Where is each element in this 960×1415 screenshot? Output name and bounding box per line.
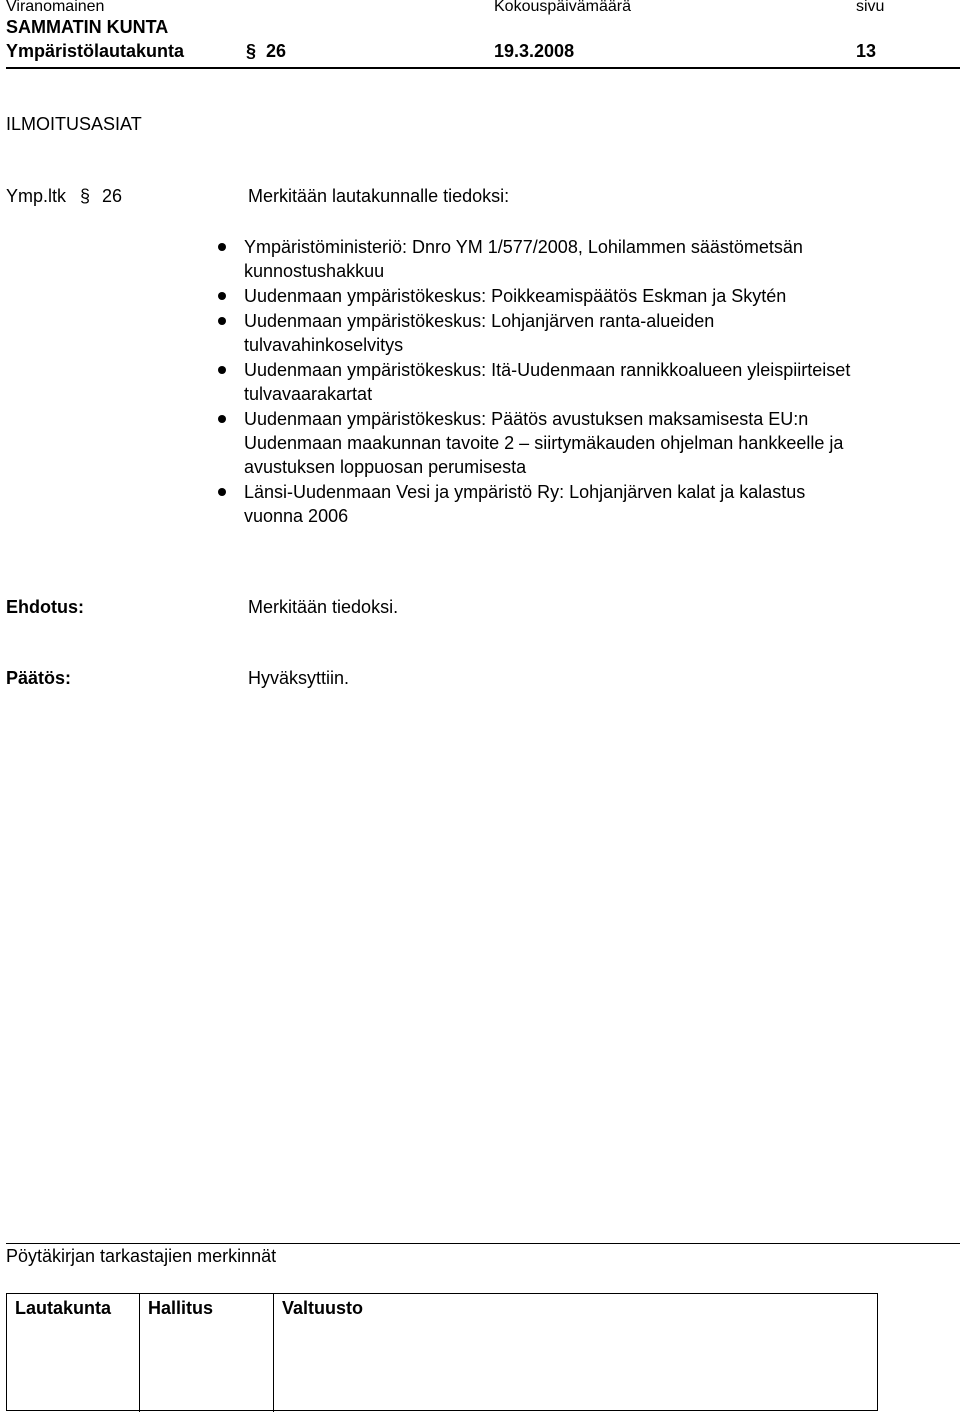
section-title: ILMOITUSASIAT: [6, 114, 142, 134]
footer-divider: [6, 1243, 960, 1244]
organization-name: SAMMATIN KUNTA: [6, 17, 169, 37]
list-item-line: Uudenmaan maakunnan tavoite 2 – siirtymäkauden ohjelman hankkeelle ja: [244, 433, 844, 453]
item-section-symbol: §: [80, 186, 91, 206]
meeting-date: 19.3.2008: [494, 41, 575, 61]
list-item: [216, 309, 936, 357]
list-item: [216, 235, 936, 283]
list-item: [216, 284, 936, 308]
signature-cell-hallitus: [140, 1294, 274, 1412]
decision-text: Hyväksyttiin.: [248, 668, 350, 688]
bullet-icon: [218, 366, 226, 374]
list-item-line: kunnostushakkuu: [244, 261, 385, 281]
section-number: 26: [266, 41, 287, 61]
footer-title: Pöytäkirjan tarkastajien merkinnät: [6, 1246, 277, 1266]
list-item-line: Ympäristöministeriö: Dnro YM 1/577/2008, Lohilammen säästömetsän: [244, 237, 803, 257]
list-item-line: Länsi-Uudenmaan Vesi ja ympäristö Ry: Lohjanjärven kalat ja kalastus: [244, 482, 806, 502]
bullet-icon: [218, 243, 226, 251]
bullet-icon: [218, 317, 226, 325]
list-item-line: Uudenmaan ympäristökeskus: Poikkeamispäätös Eskman ja Skytén: [244, 286, 787, 306]
list-item-line: tulvavaarakartat: [244, 384, 373, 404]
proposal-text: Merkitään tiedoksi.: [248, 597, 399, 617]
item-reference-number: 26: [102, 186, 123, 206]
section-symbol: §: [246, 41, 257, 61]
decision-label: Päätös:: [6, 668, 72, 688]
notice-list: [216, 235, 936, 529]
signature-column-label: Lautakunta: [15, 1298, 112, 1318]
item-reference: Ymp.ltk: [6, 186, 67, 206]
page-number: 13: [856, 41, 877, 61]
list-item-line: tulvavahinkoselvitys: [244, 335, 404, 355]
list-item-line: avustuksen loppuosan perumisesta: [244, 457, 527, 477]
list-item-line: Uudenmaan ympäristökeskus: Päätös avustuksen maksamisesta EU:n: [244, 409, 809, 429]
proposal-label: Ehdotus:: [6, 597, 84, 617]
board-name: Ympäristölautakunta: [6, 41, 185, 61]
list-item-line: Uudenmaan ympäristökeskus: Itä-Uudenmaan rannikkoalueen yleispiirteiset: [244, 360, 851, 380]
signature-cell-lautakunta: [7, 1294, 140, 1412]
authority-label: Viranomainen: [6, 0, 105, 15]
signature-column-label: Valtuusto: [282, 1298, 364, 1318]
signature-table: [6, 1293, 878, 1411]
list-item: [216, 480, 936, 528]
signature-column-label: Hallitus: [148, 1298, 214, 1318]
list-item: [216, 407, 936, 479]
list-item-line: vuonna 2006: [244, 506, 349, 526]
bullet-icon: [218, 292, 226, 300]
list-item-line: Uudenmaan ympäristökeskus: Lohjanjärven ranta-alueiden: [244, 311, 715, 331]
page-label: sivu: [856, 0, 885, 15]
bullet-icon: [218, 488, 226, 496]
header-divider: [6, 67, 960, 69]
item-lead-text: Merkitään lautakunnalle tiedoksi:: [248, 186, 510, 206]
meeting-date-label: Kokouspäivämäärä: [494, 0, 631, 15]
bullet-icon: [218, 415, 226, 423]
signature-cell-valtuusto: [274, 1294, 877, 1412]
list-item: [216, 358, 936, 406]
